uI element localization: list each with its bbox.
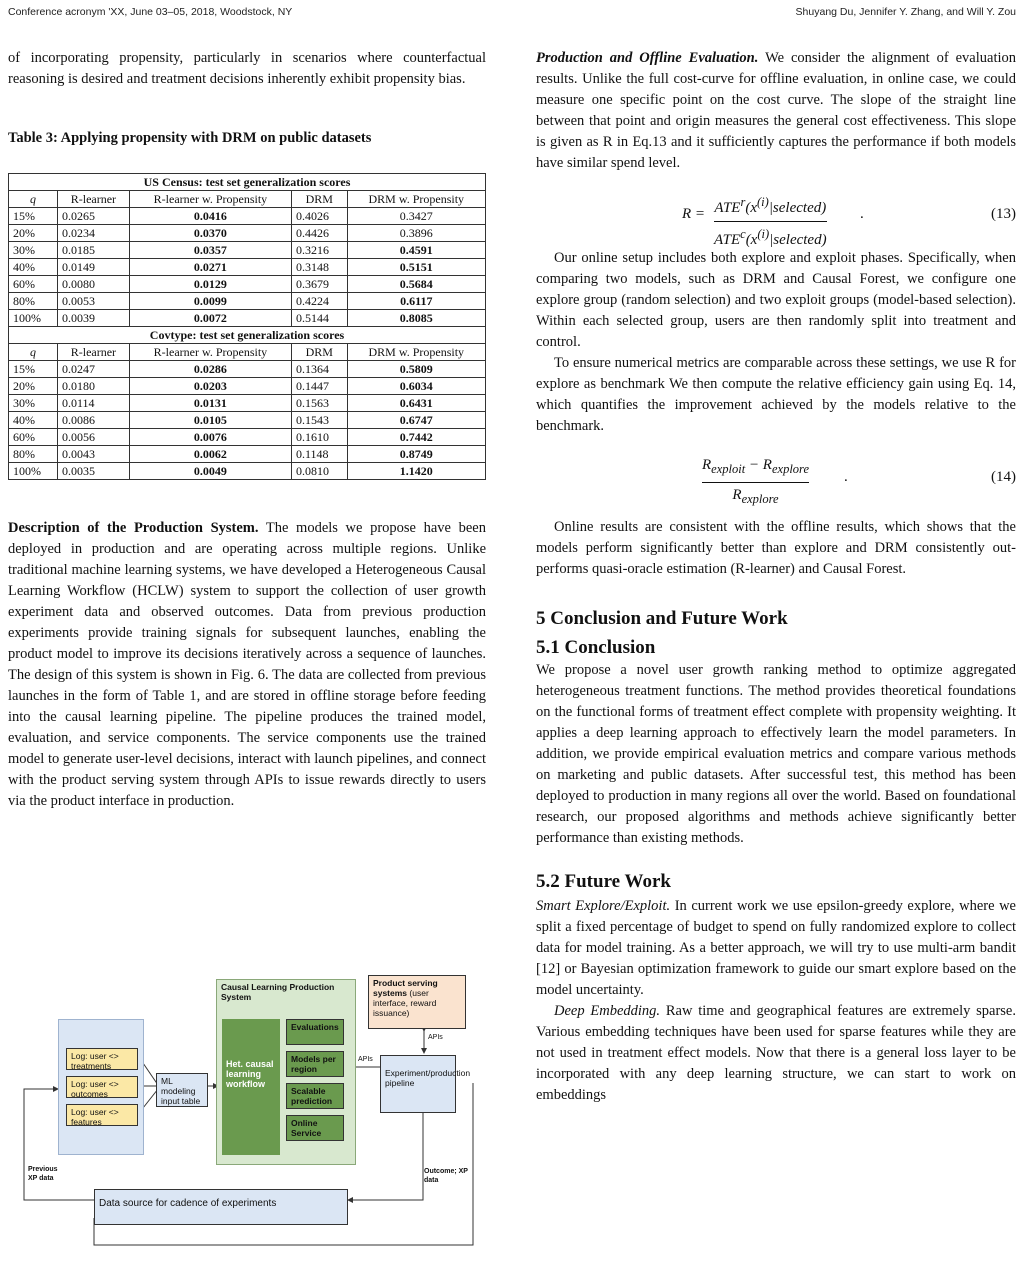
table-cell [57,395,129,412]
table-cell [9,225,58,242]
table-cell [57,242,129,259]
table-cell-value: 30% [13,396,35,410]
table-cell [9,429,58,446]
table-cell-value: 0.0180 [61,379,95,393]
table-cell-value: 15% [13,209,35,223]
table-cell-value: 0.0105 [193,413,227,427]
table-cell-value: 0.0039 [61,311,95,325]
table-cell-value: 0.1563 [296,396,329,410]
table-row [9,242,486,259]
future-work-2-heading: Deep Embedding. [554,1003,661,1019]
table-row [9,361,486,378]
table-cell [57,259,129,276]
table-cell [292,446,348,463]
table-cell-value: 0.6431 [399,396,433,410]
table-cell-value: 80% [13,447,35,461]
table-cell [57,429,129,446]
table-row [9,208,486,225]
table-cell-value: 0.7442 [399,430,433,444]
table-row [9,429,486,446]
table-cell [292,293,348,310]
table-cell-value: 0.4426 [296,226,329,240]
eq14-denominator: $R_{explore}$ [732,487,779,506]
eq13-number: (13) [991,206,1016,222]
table-cell [129,395,291,412]
table-cell [9,378,58,395]
table-cell [129,242,291,259]
table-cell-value: 0.0357 [193,243,227,257]
table-header-cell: R-learner [57,191,129,208]
table-cell [292,310,348,327]
future-work-paragraph-2 [536,1001,1016,1106]
future-work-1-text: In current work we use epsilon-greedy explore, where we split a fixed percentage of budget to spend on fully randomized explore to collect data for model training. As a better approach, we will try to use multi-arm bandit [12] or Bayesian optimization framework to guide our smart explore based on the model uncertainty. [536,898,1016,998]
eq14-numerator: $R_{exploit} - R_{explore}$ [702,457,810,476]
online-paragraph-3: Online results are consistent with the offline results, which shows that the models perform significantly better than explore and DRM consistently out-performs quasi-oracle estimation (R-learner) and Causal Forest. [536,519,1016,577]
table-cell-value: 0.0049 [193,464,227,478]
table-header-cell: DRM w. Propensity [347,191,485,208]
table-cell-value: 0.4224 [296,294,329,308]
table-cell [347,378,485,395]
evaluation-paragraph [536,48,1016,174]
table-row [9,293,486,310]
table-cell-value: 15% [13,362,35,376]
log-features-box: Log: user <> features [66,1104,138,1126]
table-cell [129,361,291,378]
table-cell [9,446,58,463]
equation-14 [536,449,1016,507]
table-row [9,310,486,327]
table-cell-value: 0.0129 [193,277,227,291]
table-cell-value: 0.1447 [296,379,329,393]
table-cell [129,276,291,293]
online-paragraph-2: To ensure numerical metrics are comparable across these settings, we use R for explore as benchmark We then compute the relative efficiency gain using Eq. 14, which quantifies the improvement achieved by the models relative to the benchmark. [536,355,1016,434]
table-cell-value: 0.0099 [193,294,227,308]
apis-label-left: APIs [358,1056,373,1063]
table-cell-value: 0.0265 [61,209,95,223]
table-row [9,225,486,242]
table-cell [347,293,485,310]
system-diagram [18,963,488,1259]
table-cell [9,276,58,293]
table-cell [57,310,129,327]
product-serving-box [368,975,466,1029]
table-cell-value: 0.3148 [296,260,329,274]
table-cell [9,361,58,378]
table-header-cell: q [9,191,58,208]
eq13-fraction [714,192,827,251]
table-cell [57,463,129,480]
table-group-title: Covtype: test set generalization scores [9,327,486,344]
table-cell-value: 0.0185 [61,243,95,257]
table-cell [347,259,485,276]
table-cell [57,225,129,242]
table-cell [129,310,291,327]
table-group-title-row [9,327,486,344]
table-cell [292,429,348,446]
eq14-period: . [844,469,848,485]
experiment-pipeline-box: Experiment/production pipeline [380,1055,456,1113]
online-service-box: Online Service [286,1115,344,1141]
table-cell [292,463,348,480]
table-cell-value: 0.0271 [193,260,227,274]
table-header-cell: R-learner w. Propensity [129,344,291,361]
table-cell-value: 0.8085 [399,311,433,325]
table-cell-value: 0.1610 [296,430,329,444]
table-row [9,259,486,276]
table-cell [57,293,129,310]
section-5-2-heading: 5.2 Future Work [536,871,671,892]
table-cell [57,412,129,429]
table-header-cell: DRM w. Propensity [347,344,485,361]
table-cell [9,242,58,259]
table-cell-value: 0.0247 [61,362,95,376]
table-cell-value: 0.0072 [193,311,227,325]
eq13-period: . [860,206,864,222]
table-cell-value: 0.0062 [193,447,227,461]
table-cell [347,446,485,463]
table-cell-value: 0.5809 [399,362,433,376]
table-cell-value: 0.0043 [61,447,95,461]
table-cell [57,208,129,225]
table-group-title: US Census: test set generalization scores [9,174,486,191]
table-cell-value: 0.4591 [399,243,433,257]
table-row [9,395,486,412]
table-cell [129,259,291,276]
equation-13 [536,188,1016,248]
eq14-fraction-bar [702,482,809,483]
table-cell [9,293,58,310]
table-cell-value: 0.1543 [296,413,329,427]
table-cell [292,208,348,225]
table-cell [292,378,348,395]
table-row [9,446,486,463]
table-cell [129,446,291,463]
results-table [8,173,486,480]
causal-system-box: Causal Learning Production System [216,979,356,1165]
table-cell-value: 0.3216 [296,243,329,257]
evaluation-text: We consider the alignment of evaluation results. Unlike the full cost-curve for offline evaluation, in online case, we could measure one specific point on the cost curve. The slope of the straight line between that point and origin measures the general cost effectiveness. This slope is given as R in Eq.13 and it sufficiently captures the performance if both models have similar spend level. [536,50,1016,171]
table-cell-value: 30% [13,243,35,257]
right-column [536,48,1016,1106]
table-row [9,463,486,480]
table-cell [347,463,485,480]
table-cell [129,378,291,395]
table-header-cell: DRM [292,344,348,361]
table-cell-value: 0.3896 [399,226,433,240]
eq13-numerator: $ATE^r(x^{(i)}|selected)$ [714,195,827,216]
apis-label-top: APIs [428,1034,443,1041]
log-treatments-box: Log: user <> treatments [66,1048,138,1070]
table-cell-value: 40% [13,413,35,427]
table-cell-value: 0.0076 [193,430,227,444]
outcome-label: Outcome; XP data [424,1168,468,1184]
table-header-cell: q [9,344,58,361]
table-cell-value: 0.0131 [193,396,227,410]
eq14-fraction [702,455,809,510]
log-outcomes-box: Log: user <> outcomes [66,1076,138,1098]
eq13-lhs: R = [682,206,706,222]
table-cell-value: 20% [13,226,35,240]
table-cell-value: 0.0370 [193,226,227,240]
future-work-paragraph-1 [536,896,1016,1001]
table-cell-value: 0.3427 [399,209,433,223]
table-header-cell: DRM [292,191,348,208]
table-cell [9,395,58,412]
table-cell [129,225,291,242]
table-cell [129,208,291,225]
table-cell-value: 0.3679 [296,277,329,291]
production-text: The models we propose have been deployed in production and are operating across multiple regions. Unlike traditional machine learning systems, we have developed a Heterogeneous Causal Learning Workflow (HCLW) system to support the collection of user growth experiment data and observed outcomes. Data from previous production experiments provide training signals for subsequent launches, enabling the product model to improve its decisions iteratively across a sequence of launches. The design of this system is shown in Fig. 6. The data are collected from previous launches in the form of Table 1, and are stored in offline storage before feeding into the causal learning pipeline. The pipeline produces the trained model, evaluation, and service components. The service components use the trained model to generate user-level decisions, interact with launch pipelines, and connect with the product serving system through APIs to issue rewards directly to users via the product interface in production. [8,520,486,809]
table-cell [9,463,58,480]
table-cell-value: 0.8749 [399,447,433,461]
table-cell [347,225,485,242]
table-cell [347,395,485,412]
header-authors: Shuyang Du, Jennifer Y. Zhang, and Will Y. Zou [795,6,1016,18]
future-work-1-heading: Smart Explore/Exploit. [536,898,671,914]
table-group-title-row [9,174,486,191]
production-paragraph [8,518,486,812]
table-cell [292,225,348,242]
eq13-denominator: $ATE^c(x^{(i)}|selected)$ [714,227,827,248]
table-cell [9,412,58,429]
table-cell [292,412,348,429]
table-caption: Table 3: Applying propensity with DRM on public datasets [8,130,372,146]
table-cell [347,276,485,293]
table-cell-value: 0.0086 [61,413,95,427]
online-paragraph-1: Our online setup includes both explore and exploit phases. Specifically, when comparing two models, such as DRM and Causal Forest, we configure one explore group (random selection) and two exploit groups (model-based selection). Within each selected group, users are then randomly split into treatment and control. [536,250,1016,350]
table-cell-value: 0.5151 [399,260,433,274]
models-box: Models per region [286,1051,344,1077]
intro-paragraph: of incorporating propensity, particularly in scenarios where counterfactual reasoning is desired and treatment decisions inherently exhibit propensity bias. [8,50,486,87]
table-cell [347,208,485,225]
eq13-fraction-bar [714,221,827,222]
table-cell [57,378,129,395]
table-cell-value: 0.6034 [399,379,433,393]
table-cell-value: 20% [13,379,35,393]
table-cell-value: 0.0203 [193,379,227,393]
table-cell [347,412,485,429]
table-row [9,378,486,395]
table-cell [9,310,58,327]
section-5-heading: 5 Conclusion and Future Work [536,608,788,629]
product-serving-sub: (user interface, reward issuance) [373,988,437,1018]
future-work-2-text: Raw time and geographical features are extremely sparse. Various embedding techniques have been used for sparse features while they are not used in treatment effect models. Now that there is a general loss layer to be incorporated with any deep learning structure, we can start to work on embeddings [536,1003,1016,1103]
table-cell-value: 0.5144 [296,311,329,325]
scalable-box: Scalable prediction [286,1083,344,1109]
table-cell-value: 0.0234 [61,226,95,240]
table-cell [347,429,485,446]
table-cell-value: 0.0416 [193,209,227,223]
table-cell-value: 0.6117 [400,294,433,308]
table-cell [9,259,58,276]
table-cell-value: 0.4026 [296,209,329,223]
table-cell [9,208,58,225]
table-cell-value: 0.0286 [193,362,227,376]
table-cell [129,293,291,310]
table-header-cell: R-learner w. Propensity [129,191,291,208]
product-serving-title: Product serving systems [373,978,438,998]
table-cell-value: 0.5684 [399,277,433,291]
table-header-row [9,191,486,208]
table-cell-value: 100% [13,464,41,478]
previous-xp-label: Previous XP data [28,1166,58,1182]
table-cell-value: 60% [13,430,35,444]
het-workflow-box: Het. causal learning workflow [222,1019,280,1155]
running-header [8,6,1016,20]
table-cell-value: 0.1148 [296,447,329,461]
table-cell [292,395,348,412]
data-source-box: Data source for cadence of experiments [94,1189,348,1225]
table-cell-value: 0.0053 [61,294,95,308]
table-cell-value: 1.1420 [399,464,433,478]
table-cell-value: 0.1364 [296,362,329,376]
section-5-1-heading: 5.1 Conclusion [536,637,656,658]
table-cell [347,361,485,378]
table-header-row [9,344,486,361]
table-row [9,412,486,429]
table-cell [129,429,291,446]
conclusion-paragraph: We propose a novel user growth ranking method to optimize aggregated heterogeneous treatment functions. The method provides theoretical foundations on the functional forms of treatment effect complete with propensity weighting. It applies a deep learning approach to effectively learn the model parameters. In addition, we provide empirical evaluation metrics and compare various methods on marketing and public datasets. After successful test, this method has been deployed to production in many regions all over the world. Based on foundational research, our proposed algorithms and methods achieve significantly better performance than existing methods. [536,662,1016,846]
evaluation-heading: Production and Offline Evaluation. [536,50,759,66]
table-cell [57,446,129,463]
table-cell [57,276,129,293]
table-cell [292,361,348,378]
table-cell [292,242,348,259]
table-header-cell: R-learner [57,344,129,361]
table-cell-value: 0.0035 [61,464,95,478]
table-cell-value: 0.0149 [61,260,95,274]
table-cell-value: 100% [13,311,41,325]
table-cell [129,463,291,480]
table-cell-value: 0.0080 [61,277,95,291]
table-cell [347,310,485,327]
table-cell [292,259,348,276]
table-cell [129,412,291,429]
evaluations-box: Evaluations [286,1019,344,1045]
production-heading: Description of the Production System. [8,520,259,536]
table-cell-value: 0.0810 [296,464,329,478]
table-cell-value: 0.0114 [61,396,95,410]
table-cell-value: 0.0056 [61,430,95,444]
ml-input-box: ML modeling input table [156,1073,208,1107]
table-cell-value: 0.6747 [399,413,433,427]
table-cell [292,276,348,293]
table-cell [347,242,485,259]
header-venue: Conference acronym 'XX, June 03–05, 2018, Woodstock, NY [8,6,293,18]
table-row [9,276,486,293]
table-cell-value: 60% [13,277,35,291]
left-column [8,48,486,812]
table-cell [57,361,129,378]
table-cell-value: 80% [13,294,35,308]
table-cell-value: 40% [13,260,35,274]
eq14-number: (14) [991,469,1016,485]
